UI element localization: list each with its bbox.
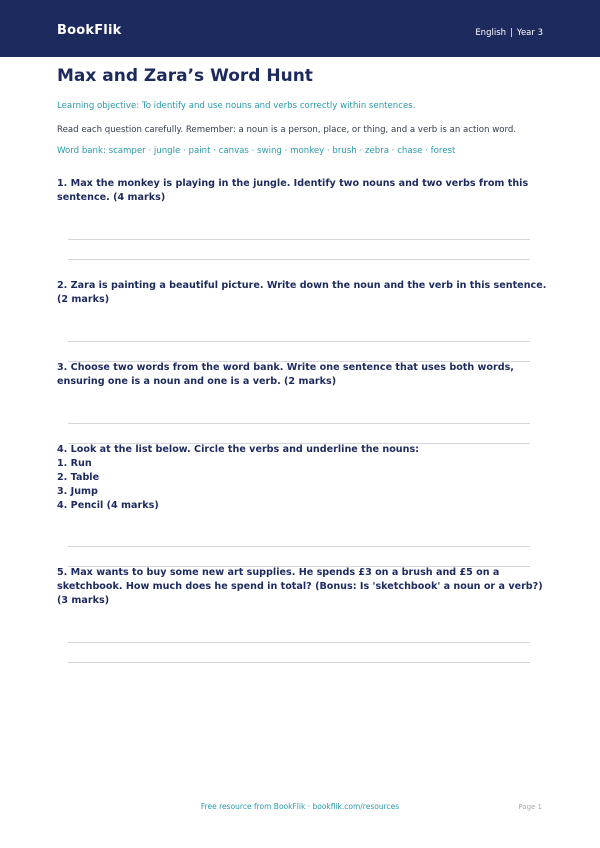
question-4-list-item: 1. Run: [57, 458, 92, 469]
answer-line[interactable]: [68, 546, 530, 547]
footer-text: Free resource from BookFlik · bookflik.com/resources: [200, 802, 400, 811]
question-4-list-item: 4. Pencil (4 marks): [57, 500, 159, 511]
answer-line[interactable]: [68, 642, 530, 643]
header-meta: [475, 28, 543, 38]
worksheet-title: Max and Zara’s Word Hunt: [57, 66, 313, 86]
year-label: Year 3: [516, 28, 543, 38]
word-bank: Word bank: scamper · jungle · paint · canvas · swing · monkey · brush · zebra · chase · forest: [57, 146, 456, 156]
question-3: 3. Choose two words from the word bank. Write one sentence that uses both words, ensuring one is a noun and one is a verb. (2 marks): [57, 362, 514, 387]
question-4-text: 4. Look at the list below. Circle the verbs and underline the nouns:: [57, 444, 420, 455]
subject-label: English: [475, 28, 507, 38]
instructions-text: Read each question carefully. Remember: a noun is a person, place, or thing, and a verb is an action word.: [57, 125, 517, 135]
answer-line[interactable]: [68, 662, 530, 663]
header-separator: |: [510, 28, 513, 38]
learning-objective: Learning objective: To identify and use nouns and verbs correctly within sentences.: [57, 101, 416, 111]
answer-line[interactable]: [68, 423, 530, 424]
answer-line[interactable]: [68, 239, 530, 240]
question-4: [57, 443, 547, 513]
brand-logo-text: BookFlik: [57, 23, 122, 38]
page-number: Page 1: [518, 803, 542, 811]
header-bar: [0, 0, 600, 57]
question-4-list-item: 3. Jump: [57, 486, 98, 497]
answer-line[interactable]: [68, 341, 530, 342]
question-4-list-item: 2. Table: [57, 472, 100, 483]
question-5: 5. Max wants to buy some new art supplies. He spends £3 on a brush and £5 on a sketchbook. How much does he spend in total? (Bonus: Is 'sketchbook' a noun or a verb?) (3 marks): [57, 567, 543, 606]
question-2: 2. Zara is painting a beautiful picture. Write down the noun and the verb in this sentence. (2 marks): [57, 280, 547, 305]
answer-line[interactable]: [68, 259, 530, 260]
question-1: 1. Max the monkey is playing in the jungle. Identify two nouns and two verbs from this sentence. (4 marks): [57, 178, 529, 203]
